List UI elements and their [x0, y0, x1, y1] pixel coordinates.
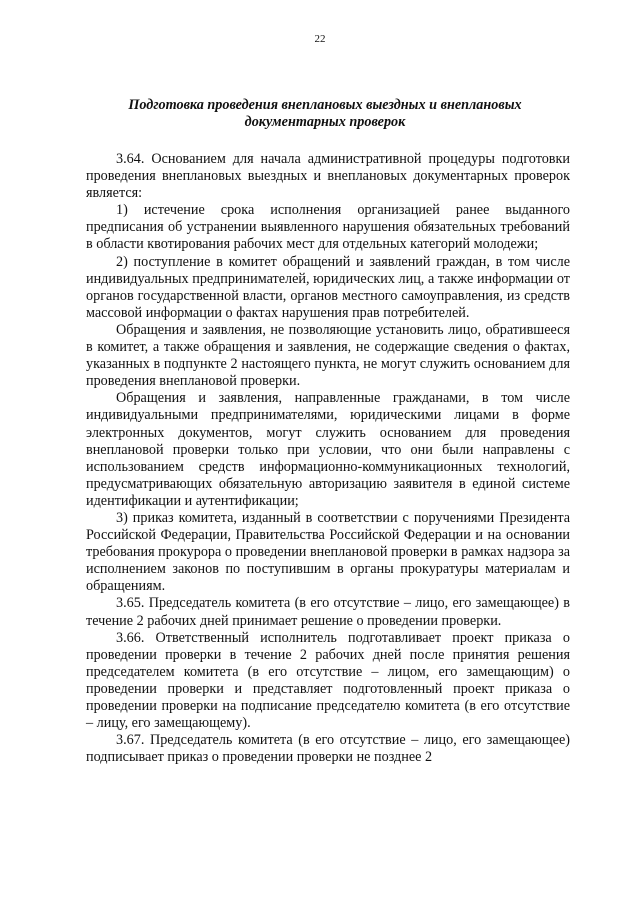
- document-body: [86, 151, 570, 766]
- section-heading-line-1: Подготовка проведения внеплановых выездных и внеплановых: [128, 97, 522, 113]
- paragraph-3-66: 3.66. Ответственный исполнитель подготавливает проект приказа о проведении проверки в течение 2 рабочих дней после принятия решения председателем комитета (в его отсутствие – лицом, его замещающим) о проведении проверки и представляет подготовленный проект приказа о проведении проверки на подписание председателю комитета (в его отсутствие – лицу, его замещающему).: [86, 629, 570, 732]
- paragraph-3-64: 3.64. Основанием для начала административной процедуры подготовки проведения внеплановых выездных и внеплановых документарных проверок является:: [86, 151, 570, 202]
- section-heading-line-2: документарных проверок: [244, 114, 406, 130]
- paragraph-item-1: 1) истечение срока исполнения организацией ранее выданного предписания об устранении выявленного нарушения обязательных требований в области квотирования рабочих мест для отдельных категорий молодежи;: [86, 202, 570, 253]
- paragraph-3-65: 3.65. Председатель комитета (в его отсутствие – лицо, его замещающее) в течение 2 рабочих дней принимает решение о проведении проверки.: [86, 595, 570, 629]
- page-number: 22: [314, 33, 326, 45]
- paragraph-item-2: 2) поступление в комитет обращений и заявлений граждан, в том числе индивидуальных предпринимателей, юридических лиц, а также информации от органов государственной власти, органов местного самоуправления, из средств массовой информации о фактах нарушения прав потребителей.: [86, 253, 570, 321]
- paragraph-3-67: 3.67. Председатель комитета (в его отсутствие – лицо, его замещающее) подписывает приказ о проведении проверки не позднее 2: [86, 732, 570, 766]
- paragraph-electronic-appeals: Обращения и заявления, направленные гражданами, в том числе индивидуальными предпринимателями, юридическими лицами в форме электронных документов, могут служить основанием для проведения внеплановой проверки только при условии, что они были направлены с использованием средств информационно-коммуникационных технологий, предусматривающих обязательную авторизацию заявителя в единой системе идентификации и аутентификации;: [86, 390, 570, 509]
- section-heading: [100, 97, 550, 131]
- paragraph-anonymous-appeals: Обращения и заявления, не позволяющие установить лицо, обратившееся в комитет, а также обращения и заявления, не содержащие сведения о фактах, указанных в подпункте 2 настоящего пункта, не могут служить основанием для проведения внеплановой проверки.: [86, 321, 570, 390]
- paragraph-item-3: 3) приказ комитета, изданный в соответствии с поручениями Президента Российской Федерации, Правительства Российской Федерации и на основании требования прокурора о проведении внеплановой проверки в рамках надзора за исполнением законов по поступившим в органы прокуратуры материалам и обращениям.: [86, 509, 570, 595]
